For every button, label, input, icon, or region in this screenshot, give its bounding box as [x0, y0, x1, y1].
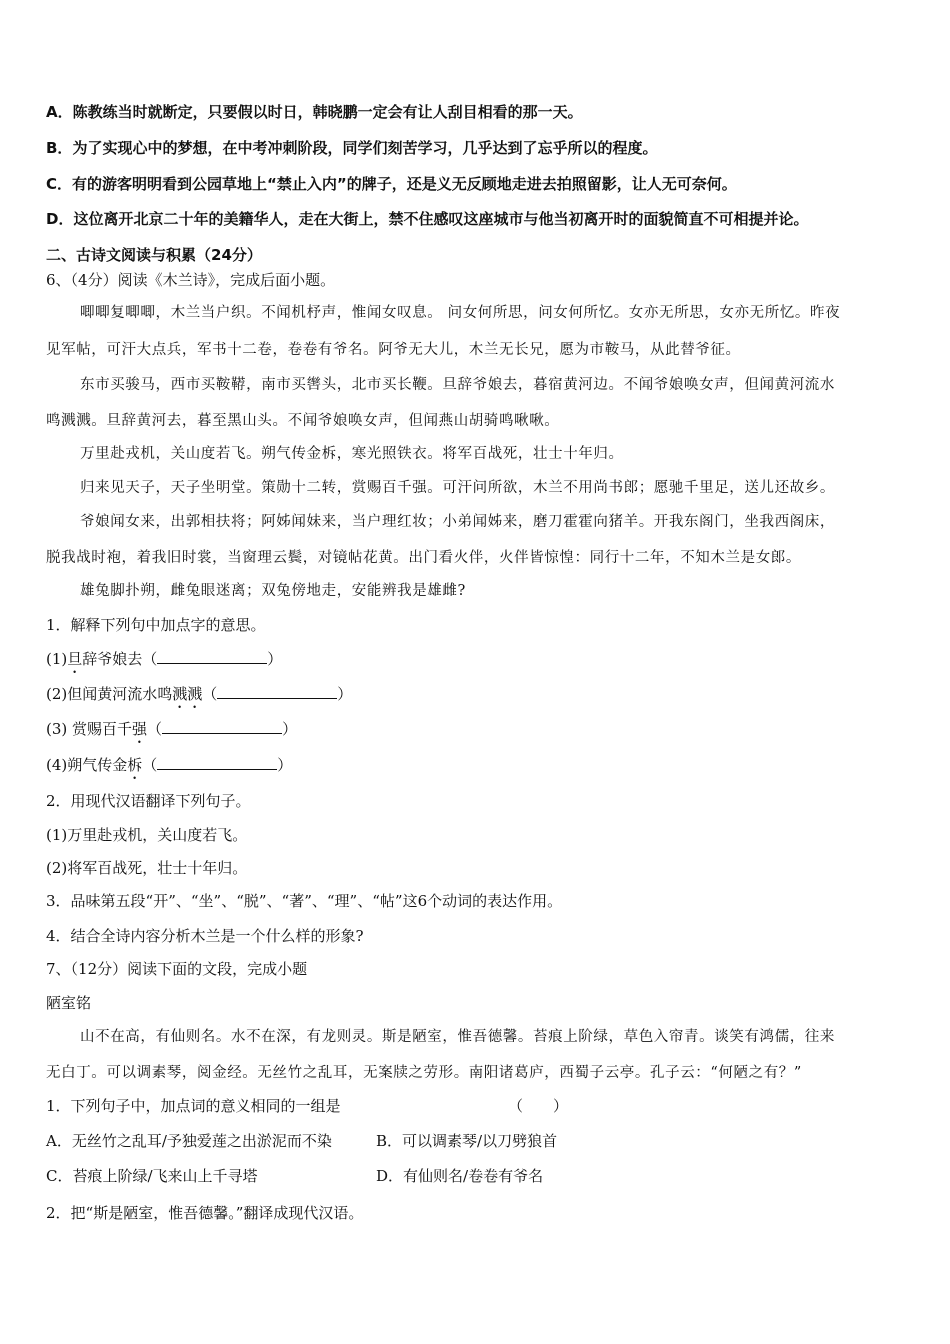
option-c	[46, 173, 737, 195]
option-text: 这位离开北京二十年的美籍华人，走在大街上，禁不住感叹这座城市与他当初离开时的面貌简直不可相提并论。	[73, 210, 809, 228]
poem-line: 鸣溅溅。旦辞黄河去，暮至黑山头。不闻爷娘唤女声，但闻燕山胡骑鸣啾啾。	[46, 413, 560, 429]
option-letter: A．	[46, 103, 73, 121]
poem-line: 雄兔脚扑朔，雌兔眼迷离；双兔傍地走，安能辨我是雄雌?	[80, 583, 466, 599]
passage-line: 山不在高，有仙则名。水不在深，有龙则灵。斯是陋室，惟吾德馨。苔痕上阶绿，草色入帘青。谈笑有鸿儒，往来	[80, 1029, 835, 1045]
fill-item-4	[46, 754, 292, 783]
dotted-char: 强	[132, 720, 148, 738]
q7-sub2: 2．把“斯是陋室，惟吾德馨。”翻译成现代汉语。	[46, 1204, 364, 1222]
translate-item-2: (2)将军百战死，壮士十年归。	[46, 859, 248, 877]
option-b	[46, 137, 657, 159]
dotted-char: 溅溅	[172, 685, 203, 703]
item-prefix: (4)朔气传金	[46, 756, 128, 774]
answer-blank[interactable]	[162, 718, 282, 734]
option-letter: C．	[46, 175, 73, 193]
item-text: （	[142, 756, 158, 774]
poem-line: 万里赴戎机，关山度若飞。朔气传金柝，寒光照铁衣。将军百战死，壮士十年归。	[80, 446, 624, 462]
option-a: A．无丝竹之乱耳/予独爱莲之出淤泥而不染	[46, 1132, 332, 1150]
item-text: （	[147, 720, 163, 738]
poem-line: 唧唧复唧唧，木兰当户织。不闻机杼声，惟闻女叹息。 问女何所思，问女何所忆。女亦无所思，女亦无所忆。昨夜	[80, 305, 841, 321]
option-c: C．苔痕上阶绿/飞来山上千寻塔	[46, 1167, 258, 1185]
q6-header: 6、（4分）阅读《木兰诗》，完成后面小题。	[46, 271, 336, 289]
q6-sub2: 2．用现代汉语翻译下列句子。	[46, 792, 251, 810]
poem-line: 东市买骏马，西市买鞍鞯，南市买辔头，北市买长鞭。旦辞爷娘去，暮宿黄河边。不闻爷娘唤女声，但闻黄河流水	[80, 377, 835, 393]
q6-sub1: 1．解释下列句中加点字的意思。	[46, 616, 266, 634]
option-letter: B．	[46, 139, 73, 157]
dotted-char: 旦	[67, 650, 83, 668]
option-b: B．可以调素琴/以刀劈狼首	[376, 1132, 558, 1150]
option-letter: D．	[46, 210, 74, 228]
option-text: 陈教练当时就断定，只要假以时日，韩晓鹏一定会有让人刮目相看的那一天。	[72, 103, 583, 121]
dotted-char: 柝	[127, 756, 143, 774]
item-prefix: (1)	[46, 650, 68, 668]
question-text: 1．下列句子中，加点词的意义相同的一组是	[46, 1097, 341, 1115]
answer-blank[interactable]	[157, 648, 267, 664]
item-close: ）	[337, 685, 353, 703]
option-text: 为了实现心中的梦想，在中考冲刺阶段，同学们刻苦学习，几乎达到了忘乎所以的程度。	[72, 139, 658, 157]
item-prefix: (2)但闻黄河流水鸣	[46, 685, 173, 703]
passage-title: 陋室铭	[46, 994, 92, 1012]
item-text: 辞爷娘去（	[82, 650, 158, 668]
poem-line: 见军帖，可汗大点兵，军书十二卷，卷卷有爷名。阿爷无大儿，木兰无长兄，愿为市鞍马，从此替爷征。	[46, 342, 741, 358]
item-text: （	[202, 685, 218, 703]
q6-sub3: 3．品味第五段“开”、“坐”、“脱”、“著”、“理”、“帖”这6个动词的表达作用。	[46, 892, 563, 910]
q7-sub1	[46, 1095, 569, 1117]
item-close: ）	[277, 756, 293, 774]
answer-blank[interactable]	[217, 683, 337, 699]
translate-item-1: (1)万里赴戎机，关山度若飞。	[46, 826, 248, 844]
option-d: D．有仙则名/卷卷有爷名	[376, 1167, 544, 1185]
poem-line: 归来见天子，天子坐明堂。策勋十二转，赏赐百千强。可汗问所欲，木兰不用尚书郎；愿驰千里足，送儿还故乡。	[80, 480, 835, 496]
item-close: ）	[267, 650, 283, 668]
section-title: 二、古诗文阅读与积累（24分）	[46, 246, 262, 264]
option-row-cd	[46, 1165, 906, 1187]
passage-line: 无白丁。可以调素琴，阅金经。无丝竹之乱耳，无案牍之劳形。南阳诸葛庐，西蜀子云亭。孔子云：“何陋之有？”	[46, 1065, 802, 1081]
q6-sub4: 4．结合全诗内容分析木兰是一个什么样的形象?	[46, 927, 364, 945]
option-a	[46, 101, 583, 123]
fill-item-1	[46, 648, 282, 677]
option-text: 有的游客明明看到公园草地上“禁止入内”的牌子，还是义无反顾地走进去拍照留影，让人无可奈何。	[72, 175, 737, 193]
item-close: ）	[282, 720, 298, 738]
option-row-ab	[46, 1130, 906, 1152]
item-prefix: (3) 赏赐百千	[46, 720, 133, 738]
poem-line: 脱我战时袍，着我旧时裳，当窗理云鬓，对镜帖花黄。出门看火伴，火伴皆惊惶：同行十二年，不知木兰是女郎。	[46, 550, 801, 566]
fill-item-2	[46, 683, 352, 712]
fill-item-3	[46, 718, 297, 747]
answer-blank[interactable]	[157, 754, 277, 770]
answer-paren[interactable]: （ ）	[508, 1097, 569, 1115]
poem-line: 爷娘闻女来，出郭相扶将；阿姊闻妹来，当户理红妆；小弟闻姊来，磨刀霍霍向猪羊。开我东阁门，坐我西阁床，	[80, 514, 835, 530]
option-d	[46, 208, 808, 230]
q7-header: 7、（12分）阅读下面的文段，完成小题	[46, 960, 308, 978]
